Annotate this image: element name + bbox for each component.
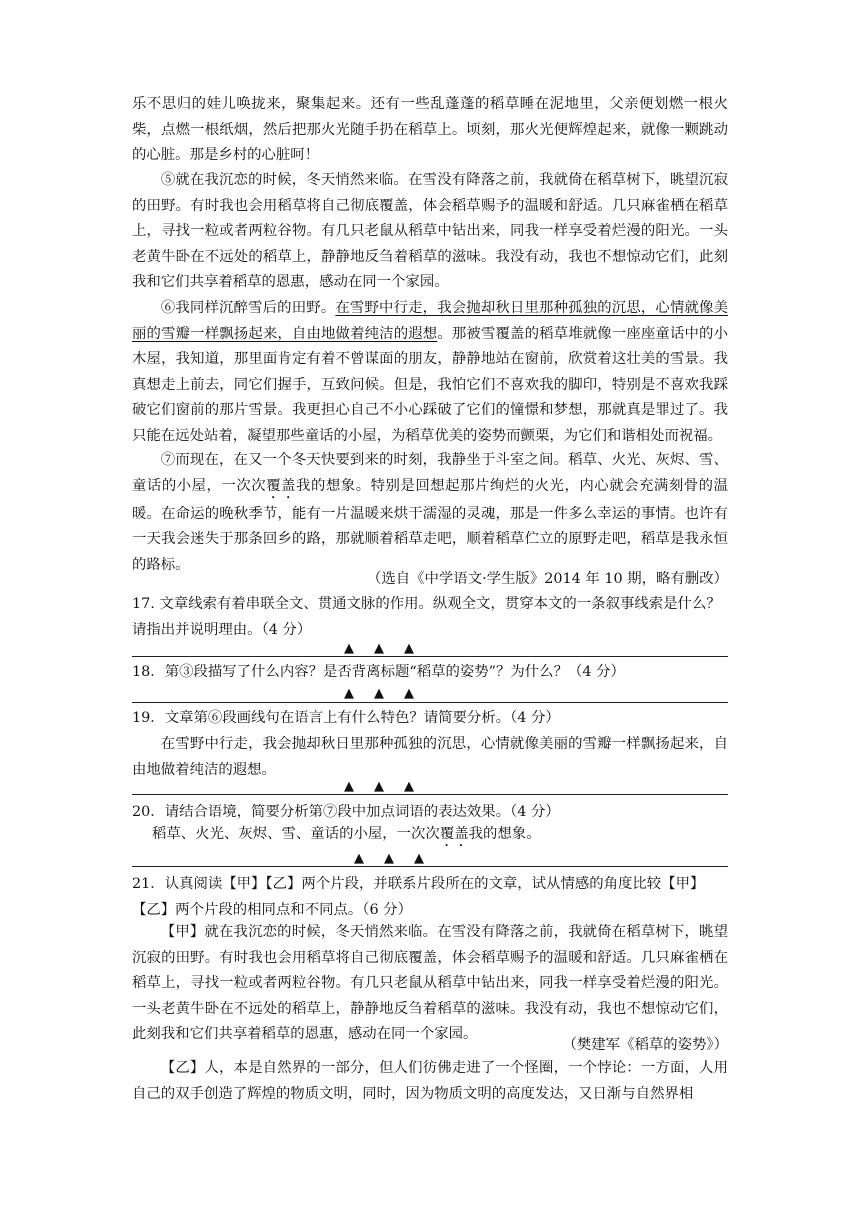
paragraph-4-tail: 乐不思归的娃儿唤拢来，聚集起来。还有一些乱蓬蓬的稻草睡在泥地里，父亲便划燃一根火柴，点燃一根纸烟，然后把那火光随手扔在稻草上。顷刻，那火光便辉煌起来，就像一颗跳动的心脏。那是乡村的心脏呵！	[132, 96, 728, 164]
question-21	[132, 872, 732, 923]
excerpt-jia-source: （樊建军《稻草的姿势》）	[562, 1037, 728, 1053]
answer-marks-17: ▲▲▲	[344, 641, 434, 656]
paragraph-7	[132, 448, 728, 578]
paragraph-7-dotted-word: 覆盖	[266, 477, 297, 494]
answer-line-18	[132, 702, 728, 703]
question-17-line-2: 请指出并说明理由。（4 分）	[132, 621, 312, 638]
question-20: 20．请结合语境，简要分析第⑦段中加点词语的表达效果。（4 分）	[132, 804, 560, 820]
answer-marks-18: ▲▲▲	[344, 686, 434, 701]
paragraph-7-start: ⑦而现在，在又一个冬天快要到来的时刻，我静坐于斗室之间。稻草、火光、灰烬、雪、童话的小屋，一次次	[132, 452, 728, 494]
answer-line-20	[132, 866, 728, 867]
paragraph-6-start: ⑥我同样沉醉雪后的田野。	[160, 300, 336, 316]
question-20-dotted-word: 覆盖	[439, 826, 469, 842]
question-20-quote	[152, 822, 752, 850]
question-17	[132, 592, 732, 643]
paragraph-7-rest: 我的想象。特别是回想起那片绚烂的火光，内心就会充满刻骨的温暖。在命运的晚秋季节，能有一片温暖来烘干濡湿的灵魂，那是一件多么幸运的事情。也许有一天我会迷失于那条回乡的路，那就顺着稻草走吧，顺着稻草伫立的原野走吧，稻草是我永恒的路标。	[132, 477, 728, 573]
answer-line-19	[132, 794, 728, 795]
question-19: 19．文章第⑥段画线句在语言上有什么特色？请简要分析。（4 分）	[132, 710, 560, 726]
paragraph-6-rest: 。那被雪覆盖的稻草堆就像一座座童话中的小木屋，我知道，那里面肯定有着不曾谋面的朋友，静静地站在窗前，欣赏着这壮美的雪景。我真想走上前去，同它们握手，互致问候。但是，我怕它们不喜欢我的脚印，特别是不喜欢我踩破它们窗前的那片雪景。我更担心自己不小心踩破了它们的憧憬和梦想，那就真是罪过了。我只能在远处站着，凝望那些童话的小屋，为稻草优美的姿势而颤栗，为它们和谐相处而祝福。	[132, 325, 728, 444]
answer-marks-19: ▲▲▲	[344, 779, 434, 794]
paragraph-6-underlined-sentence: 在雪野中行走，我会抛却秋日里那种孤独的沉思，心情就像美丽的雪瓣一样飘扬起来，自由地做着纯洁的遐想	[132, 300, 728, 342]
answer-marks-20: ▲▲▲	[354, 851, 444, 866]
answer-line-17	[132, 656, 728, 657]
question-19-quote: 在雪野中行走，我会抛却秋日里那种孤独的沉思，心情就像美丽的雪瓣一样飘扬起来，自由地做着纯洁的遐想。	[132, 736, 728, 778]
paragraph-5: ⑤就在我沉恋的时候，冬天悄然来临。在雪没有降落之前，我就倚在稻草树下，眺望沉寂的田野。有时我也会用稻草将自己彻底覆盖，体会稻草赐予的温暖和舒适。几只麻雀栖在稻草上，寻找一粒或者两粒谷物。有几只老鼠从稻草中钻出来，同我一样享受着烂漫的阳光。一头老黄牛卧在不远处的稻草上，静静地反刍着稻草的滋味。我没有动，我也不想惊动它们，此刻我和它们共享着稻草的恩惠，感动在同一个家园。	[132, 172, 728, 291]
excerpt-yi: 【乙】人，本是自然界的一部分，但人们彷佛走进了一个怪圈，一个悖论：一方面，人用自己的双手创造了辉煌的物质文明，同时，因为物质文明的高度发达，又日渐与自然界相	[132, 1060, 728, 1102]
question-20-quote-b: 我的想象。	[468, 826, 541, 842]
excerpt-jia: 【甲】就在我沉恋的时候，冬天悄然来临。在雪没有降落之前，我就倚在稻草树下，眺望沉寂的田野。有时我也会用稻草将自己彻底覆盖，体会稻草赐予的温暖和舒适。几只麻雀栖在稻草上，寻找一粒或者两粒谷物。有几只老鼠从稻草中钻出来，同我一样享受着烂漫的阳光。一头老黄牛卧在不远处的稻草上，静静地反刍着稻草的滋味。我没有动，我也不想惊动它们，此刻我和它们共享着稻草的恩惠，感动在同一个家园。	[132, 924, 728, 1043]
passage-source: （选自《中学语文·学生版》2014 年 10 期，略有删改）	[366, 571, 728, 587]
question-17-line-1: 17. 文章线索有着串联全文、贯通文脉的作用。纵观全文，贯穿本文的一条叙事线索是什么？	[132, 596, 721, 612]
question-21-line-1: 21．认真阅读【甲】【乙】两个片段，并联系片段所在的文章，试从情感的角度比较【甲】	[132, 876, 705, 892]
question-21-line-2: 【乙】两个片段的相同点和不同点。（6 分）	[132, 901, 412, 918]
paragraph-6	[132, 296, 728, 450]
question-20-quote-a: 稻草、火光、灰烬、雪、童话的小屋，一次次	[152, 826, 440, 842]
question-18: 18．第③段描写了什么内容？是否背离标题“稻草的姿势”？为什么？（4 分）	[132, 664, 625, 680]
